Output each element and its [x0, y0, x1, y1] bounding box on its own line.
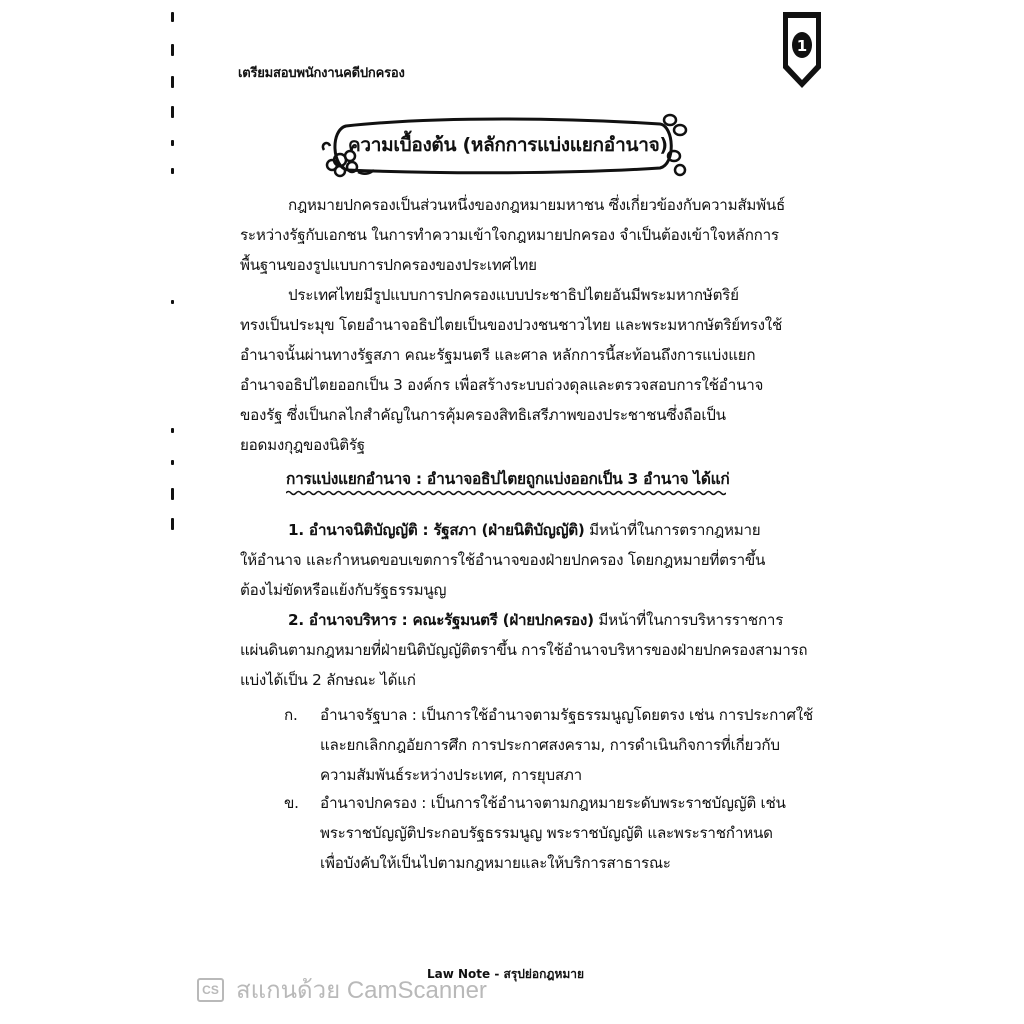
power-text: มีหน้าที่ในการตรากฎหมาย: [584, 521, 761, 539]
government-paragraph: [240, 280, 800, 460]
paragraph-line: ยอดมงกุฎของนิติรัฐ: [240, 436, 365, 454]
list-marker: ข.: [284, 794, 299, 812]
paragraph-line: ทรงเป็นประมุข โดยอำนาจอธิปไตยเป็นของปวงชนชาวไทย และพระมหากษัตริย์ทรงใช้: [240, 316, 782, 334]
binding-mark: [171, 168, 174, 174]
page-number-badge: [781, 10, 823, 90]
sub-item-administrative-power: [284, 788, 804, 878]
section-heading: การแบ่งแยกอำนาจ : อำนาจอธิปไตยถูกแบ่งออกเป็น 3 อำนาจ ได้แก่: [286, 470, 730, 488]
list-line: อำนาจปกครอง : เป็นการใช้อำนาจตามกฎหมายระดับพระราชบัญญัติ เช่น: [320, 794, 786, 812]
executive-power-item: [240, 605, 808, 695]
wavy-underline: [286, 490, 726, 496]
paragraph-line: แผ่นดินตามกฎหมายที่ฝ่ายนิติบัญญัติตราขึ้น การใช้อำนาจบริหารของฝ่ายปกครองสามารถ: [240, 641, 808, 659]
list-line: ความสัมพันธ์ระหว่างประเทศ, การยุบสภา: [320, 766, 582, 784]
list-line: อำนาจรัฐบาล : เป็นการใช้อำนาจตามรัฐธรรมนูญโดยตรง เช่น การประกาศใช้: [320, 706, 813, 724]
binding-mark: [171, 428, 174, 433]
binding-mark: [171, 488, 174, 500]
camscanner-logo-icon: CS: [197, 978, 224, 1002]
paragraph-line: อำนาจอธิปไตยออกเป็น 3 องค์กร เพื่อสร้างระบบถ่วงดุลและตรวจสอบการใช้อำนาจ: [240, 376, 764, 394]
list-line: เพื่อบังคับให้เป็นไปตามกฎหมายและให้บริการสาธารณะ: [320, 854, 671, 872]
paragraph-line: ต้องไม่ขัดหรือแย้งกับรัฐธรรมนูญ: [240, 581, 447, 599]
paragraph-line: กฎหมายปกครองเป็นส่วนหนึ่งของกฎหมายมหาชน ซึ่งเกี่ยวข้องกับความสัมพันธ์: [288, 196, 786, 214]
intro-paragraph: [240, 190, 800, 280]
paragraph-line: ประเทศไทยมีรูปแบบการปกครองแบบประชาธิปไตยอันมีพระมหากษัตริย์: [288, 286, 739, 304]
running-header: เตรียมสอบพนักงานคดีปกครอง: [238, 66, 405, 81]
paragraph-line: ระหว่างรัฐกับเอกชน ในการทำความเข้าใจกฎหมายปกครอง จำเป็นต้องเข้าใจหลักการ: [240, 226, 779, 244]
paragraph-line: อำนาจนั้นผ่านทางรัฐสภา คณะรัฐมนตรี และศาล หลักการนี้สะท้อนถึงการแบ่งแยก: [240, 346, 756, 364]
binding-mark: [171, 44, 174, 56]
power-first-line: [240, 515, 800, 545]
list-line: และยกเลิกกฎอัยการศึก การประกาศสงคราม, การดำเนินกิจการที่เกี่ยวกับ: [320, 736, 780, 754]
binding-mark: [171, 140, 174, 146]
paragraph-line: พื้นฐานของรูปแบบการปกครองของประเทศไทย: [240, 256, 537, 274]
power-label: 2. อำนาจบริหาร : คณะรัฐมนตรี (ฝ่ายปกครอง): [288, 611, 594, 629]
binding-mark: [171, 460, 174, 465]
page-title: ความเบื้องต้น (หลักการแบ่งแยกอำนาจ): [348, 134, 668, 156]
power-first-line: [240, 605, 800, 635]
binding-mark: [171, 76, 174, 88]
paragraph-line: แบ่งได้เป็น 2 ลักษณะ ได้แก่: [240, 671, 416, 689]
list-line: พระราชบัญญัติประกอบรัฐธรรมนูญ พระราชบัญญัติ และพระราชกำหนด: [320, 824, 773, 842]
paragraph-line: ของรัฐ ซึ่งเป็นกลไกสำคัญในการคุ้มครองสิทธิเสรีภาพของประชาชนซึ่งถือเป็น: [240, 406, 726, 424]
watermark-text: สแกนด้วย CamScanner: [236, 977, 487, 1004]
binding-mark: [171, 12, 174, 22]
binding-mark: [171, 518, 174, 530]
page-footer: Law Note - สรุปย่อกฎหมาย: [427, 967, 585, 981]
sub-item-government-power: [284, 700, 813, 790]
binding-mark: [171, 106, 174, 118]
binding-mark: [171, 300, 174, 304]
legislative-power-item: [240, 515, 800, 605]
list-marker: ก.: [284, 706, 298, 724]
power-text: มีหน้าที่ในการบริหารราชการ: [593, 611, 784, 629]
title-banner: [318, 112, 690, 178]
page-number: 1: [796, 37, 808, 55]
paragraph-line: ให้อำนาจ และกำหนดขอบเขตการใช้อำนาจของฝ่ายปกครอง โดยกฎหมายที่ตราขึ้น: [240, 551, 766, 569]
power-label: 1. อำนาจนิติบัญญัติ : รัฐสภา (ฝ่ายนิติบัญญัติ): [288, 521, 585, 539]
